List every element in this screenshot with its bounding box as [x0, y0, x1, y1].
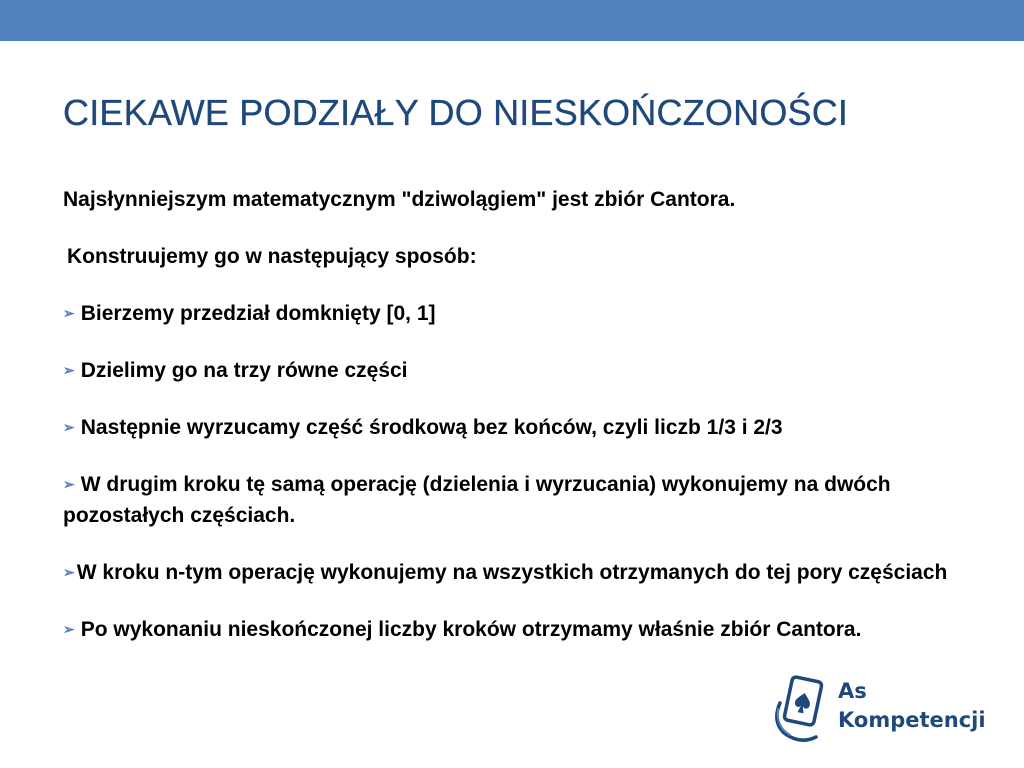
arrow-bullet-icon: ➢	[63, 419, 75, 435]
bullet-item	[63, 557, 963, 588]
bullet-item	[63, 614, 963, 645]
arrow-bullet-icon: ➢	[63, 621, 75, 637]
top-bar	[0, 0, 1024, 41]
slide-content	[63, 184, 963, 671]
bullet-text: Bierzemy przedział domknięty [0, 1]	[80, 302, 436, 325]
as-kompetencji-logo	[770, 673, 1000, 745]
slide-title: CIEKAWE PODZIAŁY DO NIESKOŃCZONOŚCI	[63, 92, 849, 133]
arrow-bullet-icon: ➢	[63, 362, 75, 378]
spade-card-icon	[770, 673, 832, 743]
bullet-text: W drugim kroku tę samą operację (dzielenia i wyrzucania) wykonujemy na dwóch pozostałych częściach.	[63, 473, 891, 527]
logo-line-1: As	[838, 679, 867, 703]
bullet-text: Dzielimy go na trzy równe części	[80, 359, 408, 382]
logo-text	[838, 677, 986, 735]
bullet-text: W kroku n-tym operację wykonujemy na wszystkich otrzymanych do tej pory częściach	[76, 561, 948, 584]
bullet-item	[63, 298, 963, 329]
arrow-bullet-icon: ➢	[63, 564, 75, 580]
lead-text: Konstruujemy go w następujący sposób:	[67, 245, 477, 268]
arrow-bullet-icon: ➢	[63, 305, 75, 321]
bullet-text: Po wykonaniu nieskończonej liczby kroków otrzymamy właśnie zbiór Cantora.	[80, 618, 862, 641]
arrow-bullet-icon: ➢	[63, 476, 75, 492]
bullet-item	[63, 412, 963, 443]
bullet-item	[63, 469, 963, 531]
bullet-item	[63, 355, 963, 386]
logo-line-2: Kompetencji	[838, 708, 986, 732]
bullet-text: Następnie wyrzucamy część środkową bez końców, czyli liczb 1/3 i 2/3	[80, 416, 783, 439]
intro-text: Najsłynniejszym matematycznym "dziwolągiem" jest zbiór Cantora.	[63, 188, 736, 211]
